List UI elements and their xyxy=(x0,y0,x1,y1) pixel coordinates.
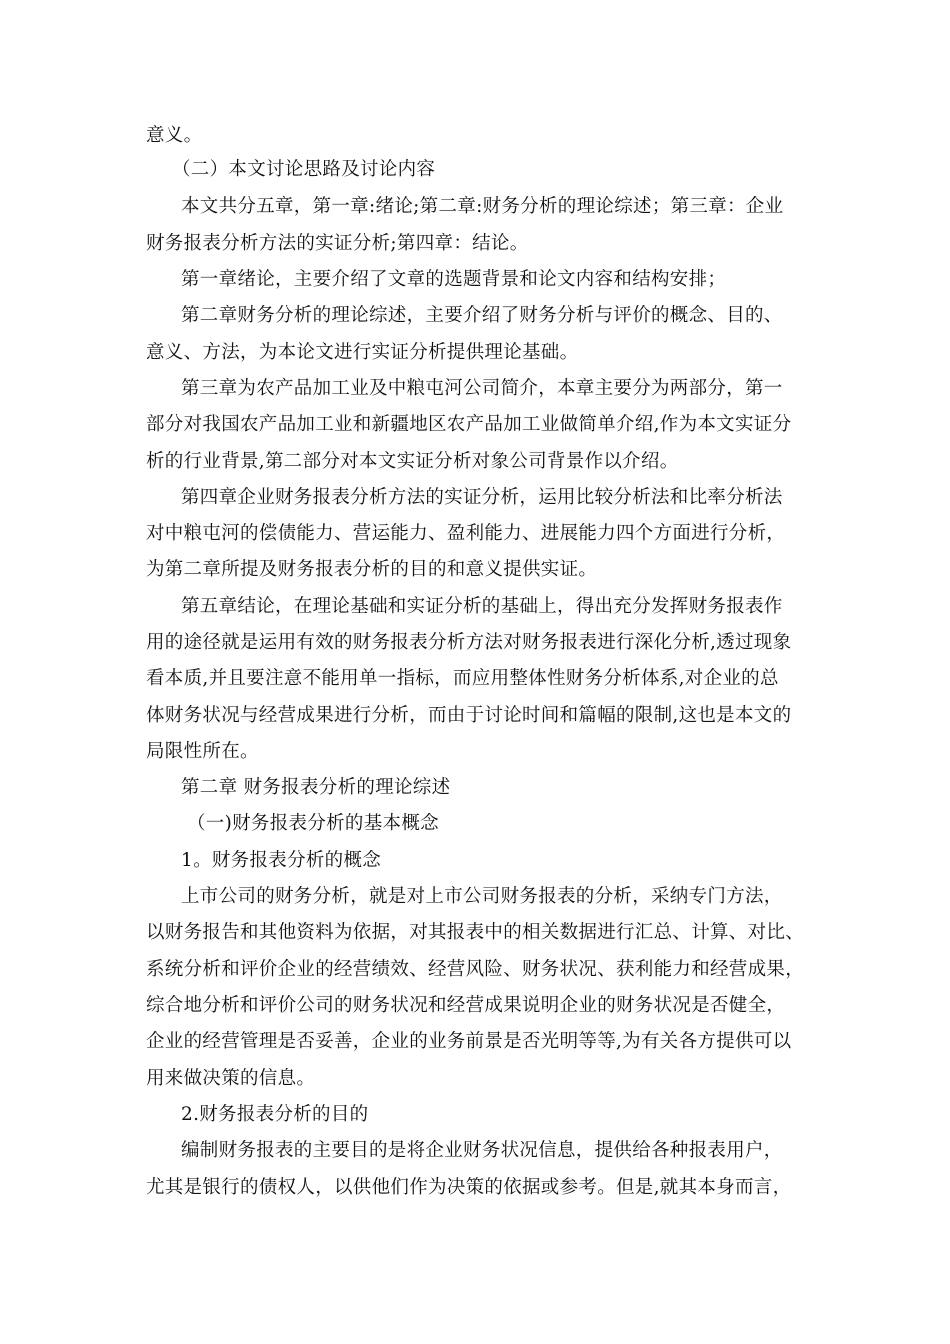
text-line: 第三章为农产品加工业及中粮屯河公司简介，本章主要分为两部分，第一 xyxy=(181,378,783,399)
text-line: 部分对我国农产品加工业和新疆地区农产品加工业做简单介绍,作为本文实证分 xyxy=(146,414,792,435)
text-line: 第二章财务分析的理论综述，主要介绍了财务分析与评价的概念、目的、 xyxy=(181,305,783,326)
text-line: 综合地分析和评价公司的财务状况和经营成果说明企业的财务状况是否健全， xyxy=(146,995,786,1016)
text-line: 看本质,并且要注意不能用单一指标，而应用整体性财务分析体系,对企业的总 xyxy=(146,668,779,689)
text-line: 意义、方法，为本论文进行实证分析提供理论基础。 xyxy=(146,342,579,363)
text-line: 以财务报告和其他资料为依据，对其报表中的相关数据进行汇总、计算、对比、 xyxy=(146,922,805,943)
text-line: 用的途径就是运用有效的财务报表分析方法对财务报表进行深化分析,透过现象 xyxy=(146,632,792,653)
subsection-heading: 2.财务报表分析的目的 xyxy=(181,1104,369,1125)
text-line: 第四章企业财务报表分析方法的实证分析，运用比较分析法和比率分析法 xyxy=(181,487,783,508)
text-line: 尤其是银行的债权人，以供他们作为决策的依据或参考。但是,就其本身而言， xyxy=(146,1177,792,1198)
text-line: 本文共分五章，第一章:绪论;第二章:财务分析的理论综述；第三章：企业 xyxy=(181,196,784,217)
text-line: 企业的经营管理是否妥善，企业的业务前景是否光明等等,为有关各方提供可以 xyxy=(146,1031,792,1052)
chapter-heading: 第二章 财务报表分析的理论综述 xyxy=(181,777,451,798)
text-line: 财务报表分析方法的实证分析;第四章：结论。 xyxy=(146,233,529,254)
text-line: 局限性所在。 xyxy=(146,741,259,762)
text-line: 第五章结论，在理论基础和实证分析的基础上，得出充分发挥财务报表作 xyxy=(181,596,783,617)
text-line: 析的行业背景,第二部分对本文实证分析对象公司背景作以介绍。 xyxy=(146,451,679,472)
text-line: 第一章绪论，主要介绍了文章的选题背景和论文内容和结构安排； xyxy=(181,269,727,290)
text-line: 编制财务报表的主要目的是将企业财务状况信息，提供给各种报表用户， xyxy=(181,1140,783,1161)
text-line: 上市公司的财务分析，就是对上市公司财务报表的分析，采纳专门方法， xyxy=(181,886,783,907)
section-heading: （二）本文讨论思路及讨论内容 xyxy=(172,159,436,180)
text-line: 用来做决策的信息。 xyxy=(146,1068,316,1089)
section-heading: （一)财务报表分析的基本概念 xyxy=(187,813,439,834)
text-line: 体财务状况与经营成果进行分析，而由于讨论时间和篇幅的限制,这也是本文的 xyxy=(146,705,792,726)
text-line: 对中粮屯河的偿债能力、营运能力、盈利能力、进展能力四个方面进行分析， xyxy=(146,523,786,544)
text-line: 意义。 xyxy=(146,125,203,146)
subsection-heading: 1。财务报表分析的概念 xyxy=(181,850,382,871)
text-line: 系统分析和评价企业的经营绩效、经营风险、财务状况、获利能力和经营成果， xyxy=(146,959,805,980)
text-line: 为第二章所提及财务报表分析的目的和意义提供实证。 xyxy=(146,559,598,580)
